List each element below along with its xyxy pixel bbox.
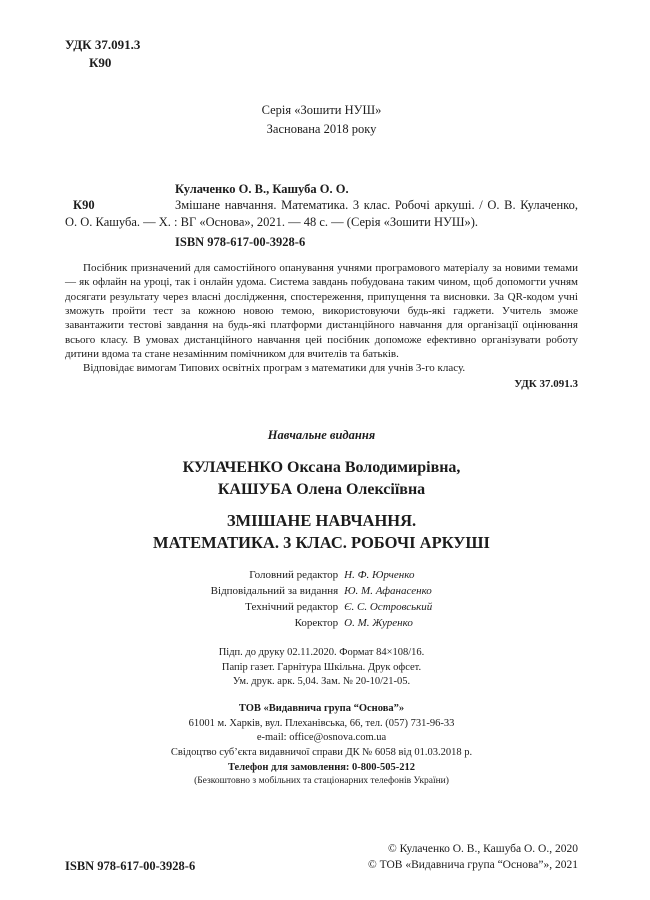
series-block bbox=[65, 101, 578, 139]
book-author-1: КУЛАЧЕНКО Оксана Володимирівна, bbox=[182, 458, 461, 476]
series-title: Серія «Зошити НУШ» bbox=[261, 103, 382, 118]
udk-block bbox=[65, 36, 578, 71]
publisher-email: e-mail: office@osnova.com.ua bbox=[256, 732, 387, 744]
credit-role: Головний редактор bbox=[249, 569, 339, 582]
udk-bottom-right: УДК 37.091.3 bbox=[514, 378, 578, 391]
annotation bbox=[65, 261, 578, 392]
edition-block bbox=[65, 428, 578, 789]
book-title bbox=[65, 510, 578, 555]
catalog-entry-wrap bbox=[65, 197, 578, 231]
credit-name: Н. Ф. Юрченко bbox=[344, 569, 415, 582]
print-info-line: Підп. до друку 02.11.2020. Формат 84×108/16. bbox=[218, 646, 425, 658]
print-info bbox=[65, 646, 578, 690]
catalog-code-top: К90 bbox=[89, 54, 112, 70]
book-authors bbox=[65, 457, 578, 502]
print-info-line: Ум. друк. арк. 5,04. Зам. № 20-10/21-05. bbox=[232, 676, 411, 688]
series-founded: Заснована 2018 року bbox=[266, 121, 377, 136]
bottom-row bbox=[65, 841, 578, 874]
publisher-name: ТОВ «Видавнича група “Основа”» bbox=[238, 702, 405, 714]
credit-role: Коректор bbox=[294, 616, 339, 629]
publisher-phone: Телефон для замовлення: 0-800-505-212 bbox=[227, 761, 416, 773]
catalog-isbn: ISBN 978-617-00-3928-6 bbox=[175, 235, 306, 250]
catalog-code: К90 bbox=[73, 198, 95, 213]
publisher-address: 61001 м. Харків, вул. Плеханівська, 66, тел. (057) 731-96-33 bbox=[188, 717, 455, 729]
publisher-info bbox=[65, 702, 578, 789]
copyright-publisher: © ТОВ «Видавнича група “Основа”», 2021 bbox=[368, 859, 578, 872]
udk-code: УДК 37.091.3 bbox=[65, 37, 141, 52]
edition-type: Навчальне видання bbox=[267, 427, 376, 442]
catalog-entry: Змішане навчання. Математика. 3 клас. Робочі аркуші. / О. В. Кулаченко, О. О. Кашуба. — Х. : ВГ «Основа», 2021. — 48 с. — (Серія «Зошити НУШ»). bbox=[65, 198, 578, 230]
credit-name: Є. С. Островський bbox=[344, 600, 433, 613]
credit-name: Ю. М. Афанасенко bbox=[344, 585, 432, 598]
annotation-paragraph-2: Відповідає вимогам Типових освітніх програм з математики для учнів 3-го класу. bbox=[83, 362, 466, 375]
copyright-block bbox=[368, 841, 578, 874]
catalog-card bbox=[65, 181, 578, 252]
credit-name: О. М. Журенко bbox=[344, 616, 413, 629]
credit-role: Технічний редактор bbox=[245, 600, 339, 613]
book-title-line-2: МАТЕМАТИКА. 3 КЛАС. РОБОЧІ АРКУШІ bbox=[153, 532, 490, 552]
credit-role: Відповідальний за видання bbox=[210, 585, 339, 598]
publisher-phone-note: (Безкоштовно з мобільних та стаціонарних телефонів України) bbox=[194, 776, 449, 787]
catalog-authors: Кулаченко О. В., Кашуба О. О. bbox=[175, 181, 349, 196]
print-info-line: Папір газет. Гарнітура Шкільна. Друк офсет. bbox=[221, 661, 422, 673]
isbn-bottom: ISBN 978-617-00-3928-6 bbox=[65, 859, 196, 873]
publisher-certificate: Свідоцтво суб’єкта видавничої справи ДК № 6058 від 01.03.2018 р. bbox=[170, 746, 473, 758]
book-author-2: КАШУБА Олена Олексіївна bbox=[217, 481, 426, 499]
copyright-authors: © Кулаченко О. В., Кашуба О. О., 2020 bbox=[388, 842, 578, 855]
credits-list bbox=[211, 568, 433, 632]
book-title-line-1: ЗМІШАНЕ НАВЧАННЯ. bbox=[226, 510, 417, 530]
annotation-paragraph-1: Посібник призначений для самостійного опанування учнями програмового матеріалу за новими темами — як офлайн на уроці, так і онлайн удома. Система завдань побудована таким чином, щоб допомогти учням досягати результату через власні дослідження, спостереження, припущення та висновки. За QR-кодом учні зможуть пройти тест за кожною новою темою, використовуючи будь-які гаджети. Учитель зможе завантажити тестові завдання на будь-які платформи дистанційного навчання для організації оцінювання всього класу. В умовах дистанційного навчання цей посібник допоможе ефективно організувати роботу дитини вдома та стане незамінним помічником для вчителів та батьків. bbox=[65, 262, 578, 360]
